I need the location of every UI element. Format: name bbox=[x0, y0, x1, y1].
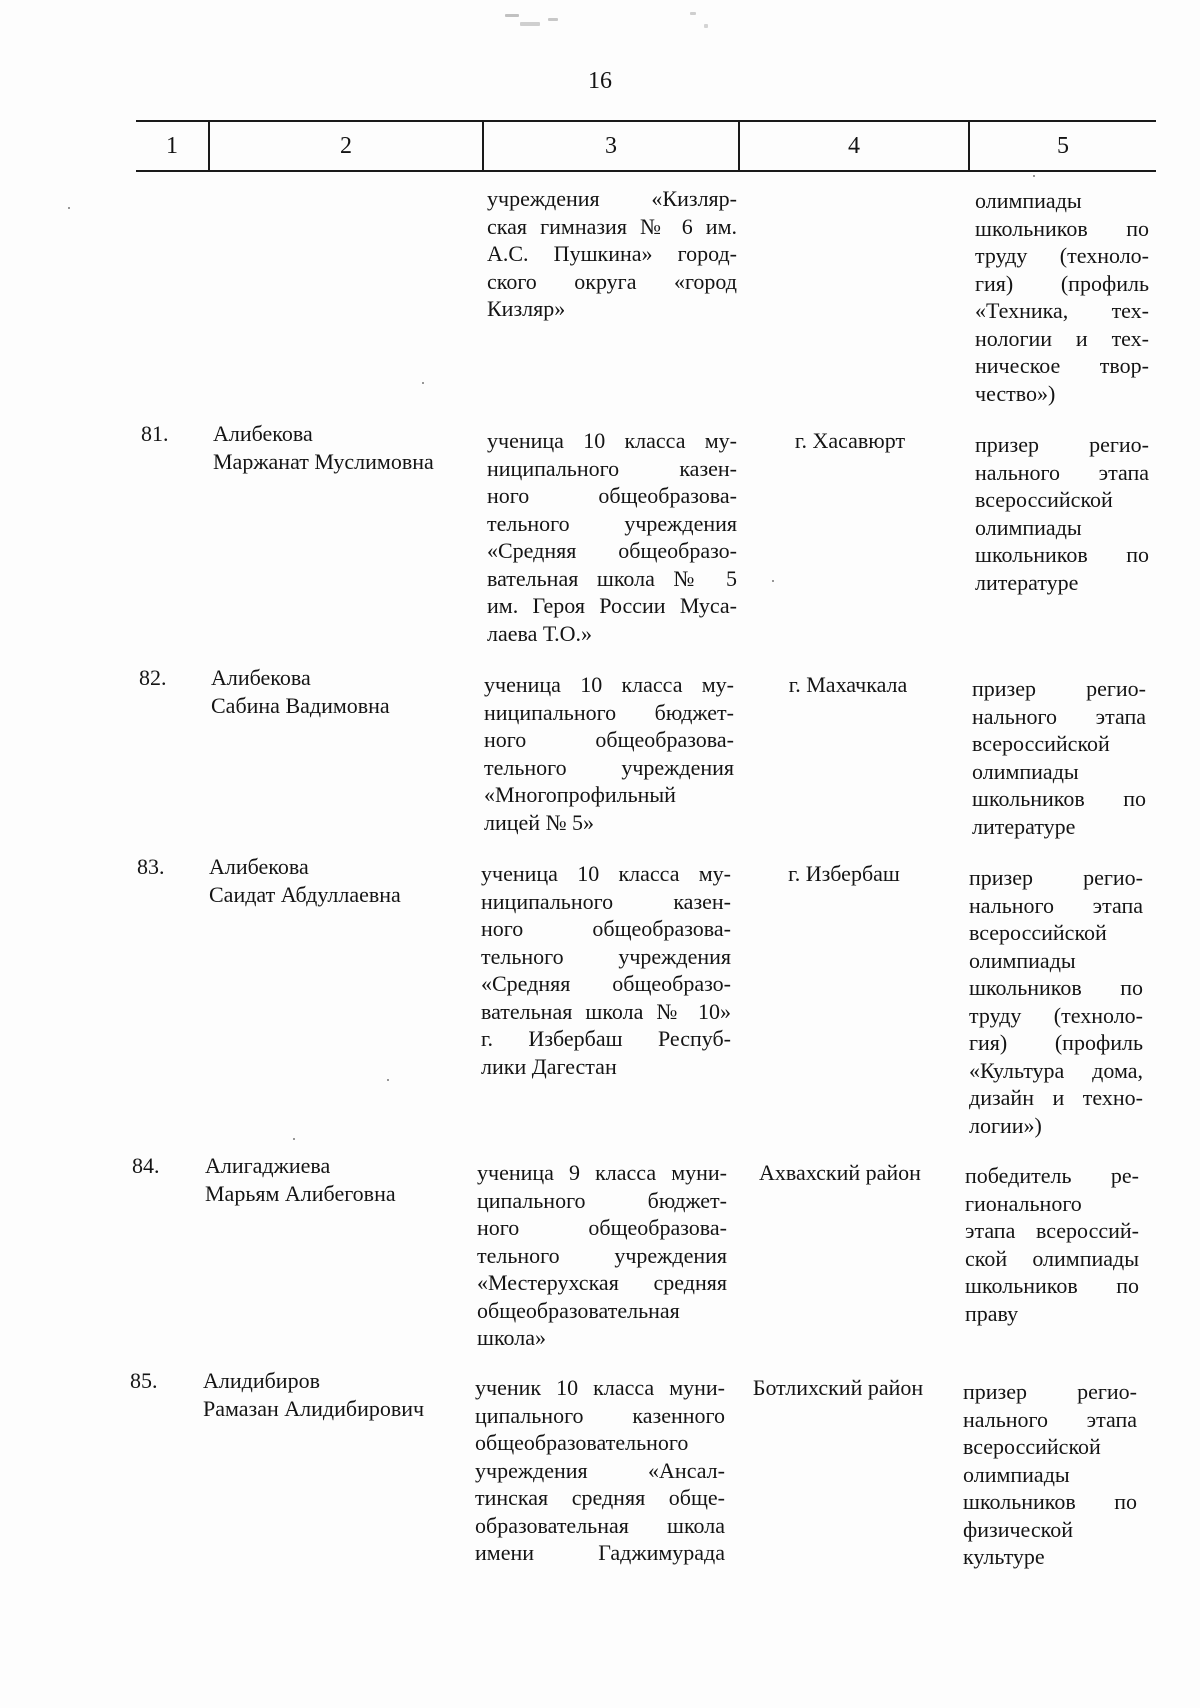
location: г. Махачкала bbox=[788, 672, 908, 697]
person-name: Алидибиров Рамазан Алидибирович bbox=[203, 1368, 425, 1421]
column-header-2: 2 bbox=[340, 133, 352, 159]
location: Ахвахский район bbox=[759, 1160, 921, 1185]
row-number: 83. bbox=[137, 854, 165, 879]
organization: ученица 10 класса му- ниципального бюджет- ного общеобразова- тельного учреждения «Многопрофильный лицей № 5» bbox=[484, 672, 734, 835]
column-header-3: 3 bbox=[605, 133, 617, 159]
status: призер регио- нального этапа всероссийской олимпиады школьников по литературе bbox=[975, 432, 1149, 595]
location: г. Избербаш bbox=[788, 861, 900, 886]
column-header-row bbox=[136, 120, 1156, 172]
organization: ученица 9 класса муни- ципального бюджет- ного общеобразова- тельного учреждения «Местерухская средняя общеобразовательная школа» bbox=[477, 1160, 727, 1350]
row-number: 85. bbox=[130, 1368, 158, 1393]
status: призер регио- нального этапа всероссийской олимпиады школьников по физической культуре bbox=[963, 1379, 1137, 1569]
column-header-4: 4 bbox=[848, 133, 860, 159]
column-header-5: 5 bbox=[1057, 133, 1069, 159]
page-number: 16 bbox=[588, 68, 612, 94]
person-name: Алибекова Саидат Абдуллаевна bbox=[209, 854, 401, 907]
carryover-status: олимпиады школьников по труду (техноло- гия) (профиль «Техника, тех- нологии и тех- ническое твор- чество») bbox=[975, 188, 1149, 406]
status: победитель ре- гионального этапа всероссий- ской олимпиады школьников по праву bbox=[965, 1163, 1139, 1326]
organization: ученица 10 класса му- ниципального казен- ного общеобразова- тельного учреждения «Средняя общеобразо- вательная школа № 5 им. Героя России Муса- лаева Т.О.» bbox=[487, 428, 737, 646]
person-name: Алибекова Сабина Вадимовна bbox=[211, 665, 390, 718]
location: Ботлихский район bbox=[752, 1375, 924, 1400]
organization: ученица 10 класса му- ниципального казен- ного общеобразова- тельного учреждения «Средняя общеобразо- вательная школа № 10» г. Избербаш Респуб- лики Дагестан bbox=[481, 861, 731, 1079]
person-name: Алибекова Маржанат Муслимовна bbox=[213, 421, 434, 474]
person-name: Алигаджиева Марьям Алибеговна bbox=[205, 1153, 396, 1206]
carryover-organization: учреждения «Кизляр- ская гимназия № 6 им. А.С. Пушкина» город- ского округа «город Кизляр» bbox=[487, 186, 737, 321]
column-header-1: 1 bbox=[166, 133, 178, 159]
status: призер регио- нального этапа всероссийской олимпиады школьников по труду (техноло- гия) (профиль «Культура дома, дизайн и техно- логии») bbox=[969, 865, 1143, 1138]
row-number: 84. bbox=[132, 1153, 160, 1178]
location: г. Хасавюрт bbox=[794, 428, 906, 453]
row-number: 81. bbox=[141, 421, 169, 446]
row-number: 82. bbox=[139, 665, 167, 690]
status: призер регио- нального этапа всероссийской олимпиады школьников по литературе bbox=[972, 676, 1146, 839]
organization: ученик 10 класса муни- ципального казенного общеобразовательного учреждения «Ансал- тинская средняя обще- образовательная школа имени Гаджимурада bbox=[475, 1375, 725, 1565]
